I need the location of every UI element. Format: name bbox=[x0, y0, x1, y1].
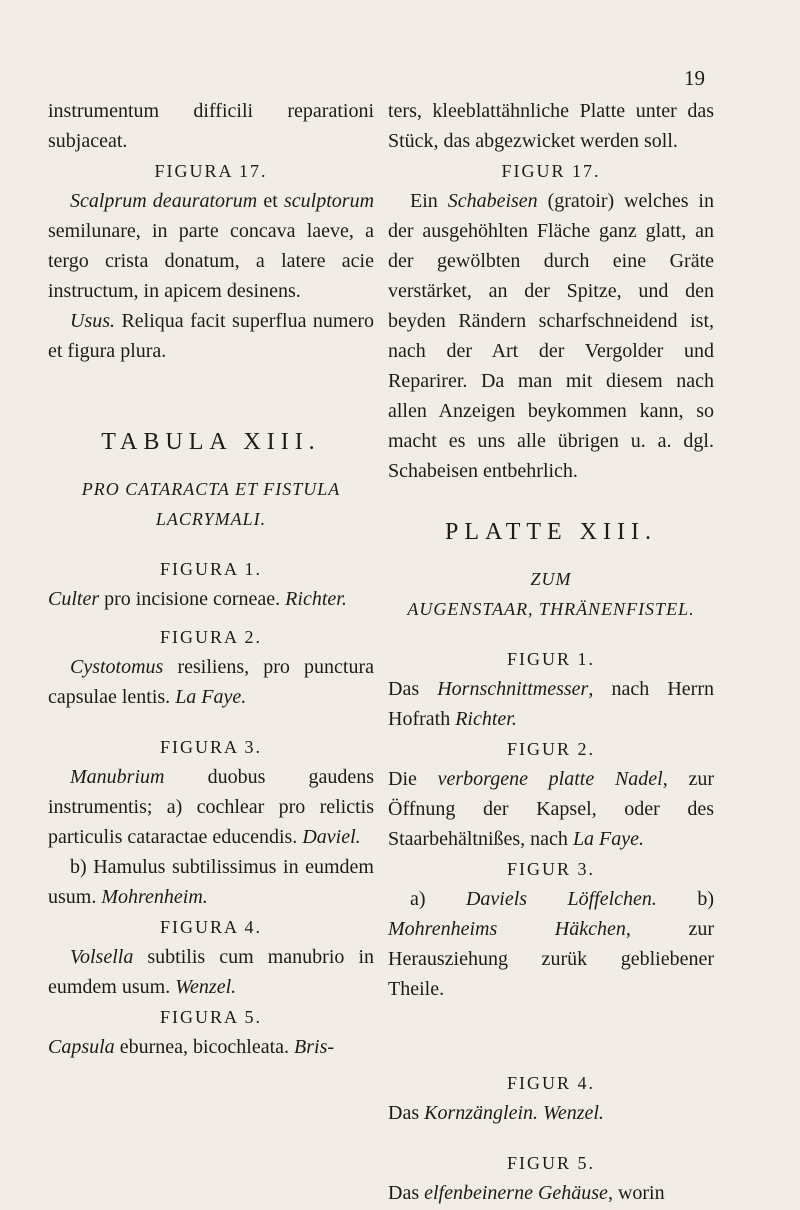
figure-description: Scalprum deauratorum et sculptorum semilunare, in parte concava laeve, a tergo crista donatum, a latere acie instructum, in apicem desinens. bbox=[48, 190, 375, 302]
figure-heading: FIGURA 4. bbox=[159, 917, 262, 937]
usus-paragraph: Usus. Reliqua facit superflua numero et figura plura. bbox=[48, 310, 374, 362]
figure-description: Das Kornzänglein. Wenzel. bbox=[388, 1102, 604, 1124]
figure-description: b) Hamulus subtilissimus in eumdem usum. Mohrenheim. bbox=[48, 856, 374, 908]
figure-description: a) Daviels Löffelchen. b) Mohrenheims Häkchen, zur Herausziehung zurük gebliebener Theile. bbox=[388, 888, 714, 1000]
figure-heading: FIGURA 3. bbox=[159, 737, 262, 757]
plate-title: PLATTE XIII. bbox=[445, 519, 657, 545]
plate-subtitle: ZUM bbox=[530, 569, 572, 589]
page-number: 19 bbox=[684, 66, 705, 90]
plate-subtitle: AUGENSTAAR, THRÄNENFISTEL. bbox=[407, 599, 695, 619]
figure-description: Volsella subtilis cum manubrio in eumdem usum. Wenzel. bbox=[48, 946, 374, 998]
plate-subtitle: LACRYMALI. bbox=[155, 509, 267, 529]
figure-description: Manubrium duobus gaudens instrumentis; a) cochlear pro relictis particulis cataractae educendis. Daviel. bbox=[48, 766, 374, 848]
figure-heading: FIGUR 17. bbox=[501, 161, 601, 181]
figure-heading: FIGUR 3. bbox=[506, 859, 595, 879]
plate-subtitle: PRO CATARACTA ET FISTULA bbox=[81, 479, 341, 499]
figure-description: Culter pro incisione corneae. Richter. bbox=[48, 588, 347, 610]
figure-description: Das elfenbeinerne Gehäuse, worin bbox=[388, 1182, 665, 1204]
latin-column bbox=[48, 96, 374, 1062]
figure-heading: FIGUR 4. bbox=[506, 1073, 595, 1093]
figure-heading: FIGUR 1. bbox=[506, 649, 595, 669]
plate-title: TABULA XIII. bbox=[101, 429, 321, 455]
continuation-paragraph: ters, kleeblattähnliche Platte unter das Stück, das abgezwicket werden soll. bbox=[388, 100, 714, 152]
figure-heading: FIGURA 5. bbox=[159, 1007, 262, 1027]
figure-description: Cystotomus resiliens, pro punctura capsulae lentis. La Faye. bbox=[48, 656, 374, 708]
german-column bbox=[388, 96, 714, 1208]
figure-heading: FIGUR 2. bbox=[506, 739, 595, 759]
continuation-paragraph: instrumentum difficili reparationi subjaceat. bbox=[48, 100, 374, 152]
figure-description: Capsula eburnea, bicochleata. Bris- bbox=[48, 1036, 335, 1058]
figure-description: Das Hornschnittmesser, nach Herrn Hofrath Richter. bbox=[388, 678, 714, 730]
figure-description: Ein Schabeisen (gratoir) welches in der ausgehöhlten Fläche ganz glatt, an der gewölbten durch eine Gräte verstärket, an der Spitze, und den beyden Rändern scharfschneidend ist, nach der Art der Vergolder und Reparirer. Da man mit diesem nach allen Anzeigen beykommen kann, so macht es uns alle übrigen u. a. dgl. Schabeisen entbehrlich. bbox=[388, 190, 714, 482]
figure-heading: FIGURA 17. bbox=[154, 161, 268, 181]
figure-heading: FIGURA 1. bbox=[159, 559, 262, 579]
figure-heading: FIGURA 2. bbox=[159, 627, 262, 647]
figure-description: Die verborgene platte Nadel, zur Öffnung der Kapsel, oder des Staarbehältnißes, nach La Faye. bbox=[388, 768, 714, 850]
figure-heading: FIGUR 5. bbox=[506, 1153, 595, 1173]
